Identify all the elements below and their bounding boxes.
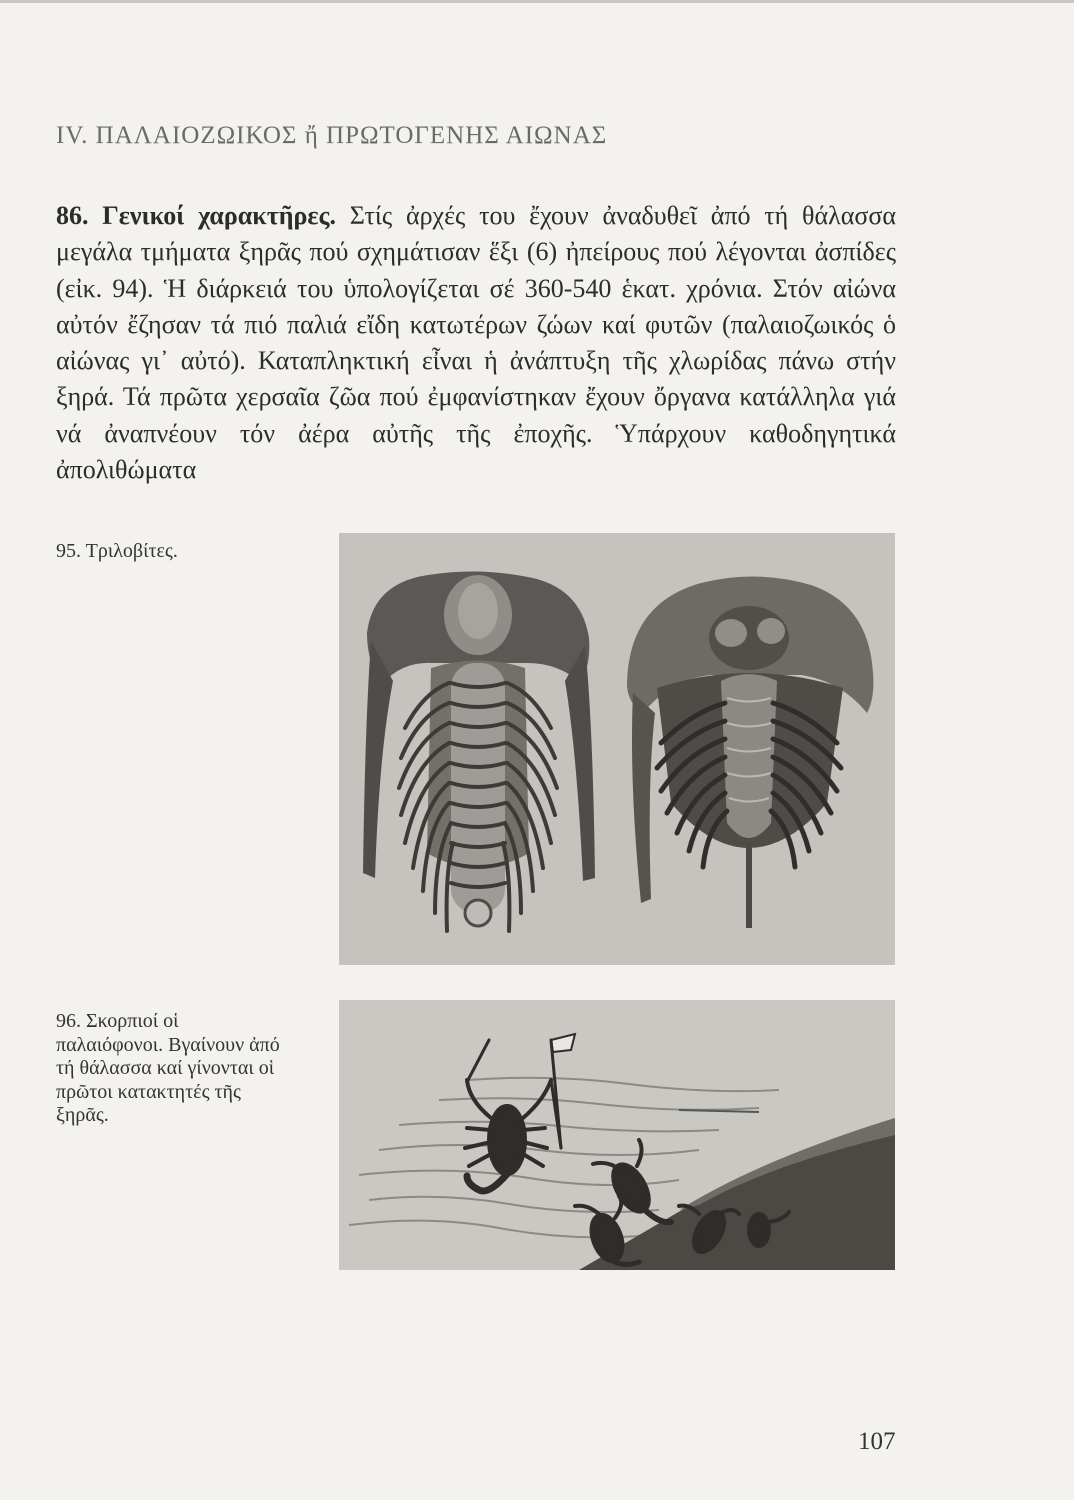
section-text: Στίς ἀρχές του ἔχουν ἀναδυθεῖ ἀπό τή θάλασσα μεγάλα τμήματα ξηρᾶς πού σχημάτισαν ἕξι (6) ἠπείρους πού λέγονται ἀσπίδες (εἰκ. 94). Ἡ διάρκειά του ὑπολογίζεται σέ 360-540 ἑκατ. χρόνια. Στόν αἰώνα αὐτόν ἔζησαν τά πιό παλιά εἴδη κατωτέρων ζώων καί φυτῶν (παλαιοζωικός ὁ αἰώνας γι᾽ αὐτό). Καταπληκτική εἶναι ἡ ἀνάπτυξη τῆς χλωρίδας πάνω στήν ξηρά. Τά πρῶτα χερσαῖα ζῶα πού ἐμφανίστηκαν ἔχουν ὄργανα κατάλληλα γιά νά ἀναπνέουν τόν ἀέρα αὐτῆς τῆς ἐποχῆς. Ὑπάρχουν καθοδηγητικά ἀπολιθώματα bbox=[56, 201, 897, 485]
figure-95-caption: 95. Τριλοβίτες. bbox=[56, 540, 178, 562]
section-heading: 86. Γενικοί χαρακτῆρες. bbox=[56, 201, 336, 230]
page-number: 107 bbox=[858, 1428, 896, 1455]
chapter-title: IV. ΠΑΛΑΙΟΖΩΙΚΟΣ ἤ ΠΡΩΤΟΓΕΝΗΣ ΑΙΩΝΑΣ bbox=[56, 122, 608, 149]
section-86-paragraph bbox=[56, 198, 896, 488]
figure-96-caption: 96. Σκορπιοί οἱ παλαιόφονοι. Βγαίνουν ἀπό τή θάλασσα καί γίνονται οἱ πρῶτοι κατακτητές τῆς ξηρᾶς. bbox=[56, 1010, 280, 1126]
figure-95-trilobites-illustration bbox=[339, 533, 895, 965]
figure-96-scorpions-illustration bbox=[339, 1000, 895, 1270]
page-top-edge bbox=[0, 0, 1074, 3]
